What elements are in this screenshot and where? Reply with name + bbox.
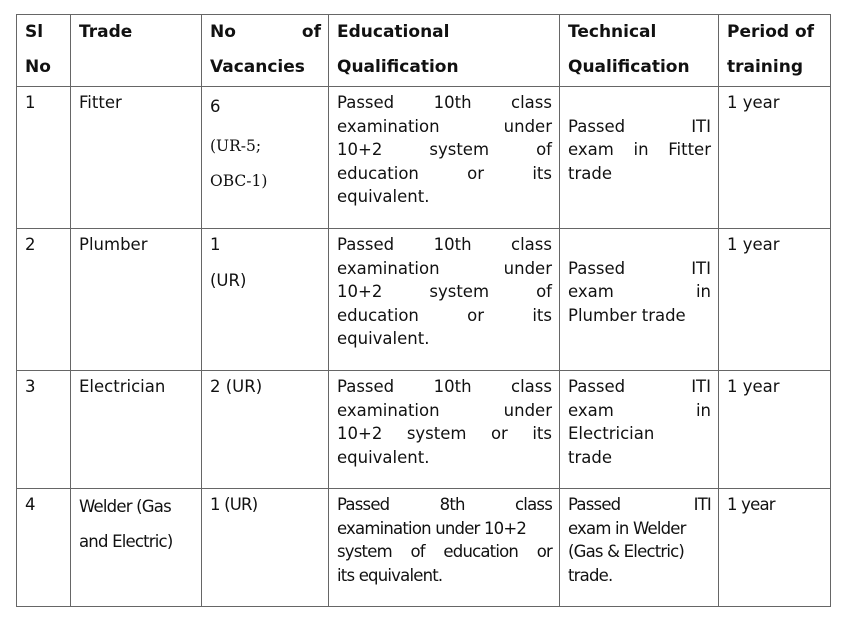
text-word: education: [443, 542, 519, 561]
text-line: [568, 540, 711, 564]
header-technical-line2: Qualification: [568, 57, 690, 77]
vacancies-count: 1: [210, 235, 221, 254]
text-line: [568, 280, 711, 304]
text-word: or: [467, 163, 485, 183]
text-line: [568, 493, 711, 517]
text-line: [337, 399, 552, 423]
text-line: [568, 304, 711, 328]
educational-text: [337, 375, 552, 469]
cell-technical: [560, 229, 719, 371]
text-line: [337, 327, 552, 351]
cell-trade: Fitter: [71, 87, 202, 229]
text-line: [337, 375, 552, 399]
text-line: [337, 493, 552, 517]
cell-technical: [560, 371, 719, 489]
text-word: or: [536, 542, 552, 561]
text-word: under: [503, 400, 552, 420]
cell-vacancies: [202, 229, 329, 371]
text-word: equivalent.: [337, 187, 430, 206]
vacancies-breakdown: [210, 129, 321, 199]
text-word: trade: [568, 163, 612, 183]
cell-educational: [329, 87, 560, 229]
header-vacancies-word-of: of: [301, 22, 321, 42]
cell-educational: [329, 489, 560, 607]
text-word: system: [406, 424, 467, 443]
technical-text: [568, 375, 711, 469]
educational-text: [337, 493, 552, 587]
vacancies-breakdown-line: OBC-1): [210, 171, 268, 190]
text-word: Passed: [337, 495, 390, 514]
cell-educational: [329, 229, 560, 371]
text-word: examination: [337, 400, 440, 420]
text-word: examination: [337, 258, 440, 278]
table-row: [17, 489, 831, 607]
text-word: Plumber trade: [568, 305, 686, 325]
cell-vacancies: 2 (UR): [202, 371, 329, 489]
educational-text: [337, 91, 552, 209]
cell-vacancies: 1 (UR): [202, 489, 329, 607]
text-word: 10+2: [337, 140, 383, 159]
text-word: exam: [568, 282, 614, 301]
text-word: 10th: [433, 235, 472, 254]
text-word: education: [337, 163, 419, 183]
header-technical: [560, 15, 719, 87]
text-word: (Gas & Electric): [568, 542, 685, 561]
header-period-line1: Period of: [727, 22, 815, 42]
header-educational: [329, 15, 560, 87]
text-line: [337, 185, 552, 209]
text-word: examination: [337, 116, 440, 136]
text-word: trade: [568, 447, 612, 467]
text-word: Fitter: [668, 140, 711, 159]
cell-sl-no: 4: [17, 489, 71, 607]
text-line: [337, 280, 552, 304]
text-word: system: [429, 140, 490, 159]
table-row: [17, 229, 831, 371]
text-word: ITI: [691, 116, 711, 136]
text-line: [337, 91, 552, 115]
text-word: class: [511, 235, 552, 254]
text-word: of: [410, 542, 425, 561]
vacancies-breakdown-line: (UR-5;: [210, 136, 262, 155]
text-word: exam in Welder: [568, 518, 686, 538]
cell-vacancies: [202, 87, 329, 229]
cell-trade: [71, 489, 202, 607]
cell-technical: [560, 489, 719, 607]
text-word: ITI: [693, 495, 711, 514]
text-word: its equivalent.: [337, 565, 443, 585]
text-word: ITI: [691, 377, 711, 396]
text-line: [337, 517, 552, 541]
text-line: [568, 115, 711, 139]
cell-educational: [329, 371, 560, 489]
cell-trade: Plumber: [71, 229, 202, 371]
text-word: under: [503, 258, 552, 278]
text-line: [568, 138, 711, 162]
text-word: exam: [568, 140, 614, 159]
text-line: [337, 138, 552, 162]
text-line: [568, 375, 711, 399]
text-word: 8th: [439, 495, 465, 514]
text-word: exam: [568, 400, 614, 420]
header-sl-no: [17, 15, 71, 87]
educational-text: [337, 233, 552, 351]
text-word: ITI: [691, 258, 711, 278]
text-word: in: [695, 282, 711, 301]
text-line: [337, 564, 552, 588]
text-line: [568, 446, 711, 470]
text-word: system: [429, 282, 490, 301]
text-line: [337, 540, 552, 564]
vacancies-count: 6: [210, 97, 221, 116]
text-word: 10+2: [337, 282, 383, 301]
text-word: its: [532, 424, 552, 443]
text-word: Passed: [568, 377, 626, 396]
cell-period: 1 year: [719, 371, 831, 489]
text-word: 10th: [433, 377, 472, 396]
text-word: 10+2: [337, 424, 383, 443]
cell-technical: [560, 87, 719, 229]
text-line: [337, 115, 552, 139]
text-word: examination under 10+2: [337, 518, 527, 538]
header-vacancies-line1: [210, 15, 321, 50]
header-educational-line2: Qualification: [337, 57, 459, 77]
text-word: or: [467, 305, 485, 325]
vacancies-breakdown: (UR): [210, 270, 247, 290]
text-line: [568, 517, 711, 541]
text-word: trade.: [568, 565, 613, 585]
text-line: [337, 304, 552, 328]
text-word: 10th: [433, 93, 472, 112]
text-word: Passed: [568, 495, 621, 514]
cell-period: 1 year: [719, 229, 831, 371]
text-line: [568, 257, 711, 281]
header-technical-line1: Technical: [568, 22, 657, 42]
technical-text: [568, 257, 711, 328]
text-word: Passed: [337, 235, 395, 254]
text-word: Passed: [337, 377, 395, 396]
header-sl-no-line2: No: [25, 57, 51, 77]
text-line: [337, 446, 552, 470]
text-line: [568, 162, 711, 186]
text-word: in: [633, 140, 649, 159]
text-word: system: [337, 542, 392, 561]
text-line: [337, 162, 552, 186]
text-line: [337, 257, 552, 281]
text-word: class: [511, 93, 552, 112]
header-period: [719, 15, 831, 87]
trade-line: and Electric): [79, 532, 173, 551]
text-word: its: [532, 305, 552, 325]
technical-text: [568, 493, 711, 587]
text-word: Electrician: [568, 424, 655, 443]
text-word: of: [536, 140, 552, 159]
text-line: [568, 564, 711, 588]
text-word: in: [695, 400, 711, 420]
text-word: Passed: [568, 258, 626, 278]
header-educational-line1: Educational: [337, 22, 450, 42]
text-line: [337, 233, 552, 257]
text-line: [337, 422, 552, 446]
text-word: class: [511, 377, 552, 396]
header-vacancies: [202, 15, 329, 87]
header-trade-label: Trade: [79, 22, 133, 42]
vacancy-table: [16, 14, 831, 607]
header-period-line2: training: [727, 57, 804, 77]
trade-line: Welder (Gas: [79, 497, 171, 516]
text-word: under: [503, 116, 552, 136]
technical-text: [568, 115, 711, 186]
text-word: of: [536, 282, 552, 301]
text-line: [568, 422, 711, 446]
table-row: [17, 87, 831, 229]
header-sl-no-line1: Sl: [25, 22, 44, 42]
cell-trade: Electrician: [71, 371, 202, 489]
text-word: equivalent.: [337, 329, 430, 348]
cell-sl-no: 3: [17, 371, 71, 489]
text-word: its: [532, 163, 552, 183]
table-row: [17, 371, 831, 489]
cell-sl-no: 2: [17, 229, 71, 371]
cell-period: 1 year: [719, 87, 831, 229]
header-vacancies-line2: Vacancies: [210, 57, 305, 77]
cell-sl-no: 1: [17, 87, 71, 229]
header-vacancies-word-no: No: [210, 22, 236, 42]
text-word: or: [490, 424, 508, 443]
text-word: Passed: [568, 116, 626, 136]
text-line: [568, 399, 711, 423]
text-word: equivalent.: [337, 447, 430, 467]
text-word: education: [337, 305, 419, 325]
cell-period: 1 year: [719, 489, 831, 607]
text-word: class: [515, 495, 552, 514]
header-row: [17, 15, 831, 87]
text-word: Passed: [337, 93, 395, 112]
header-trade: [71, 15, 202, 87]
